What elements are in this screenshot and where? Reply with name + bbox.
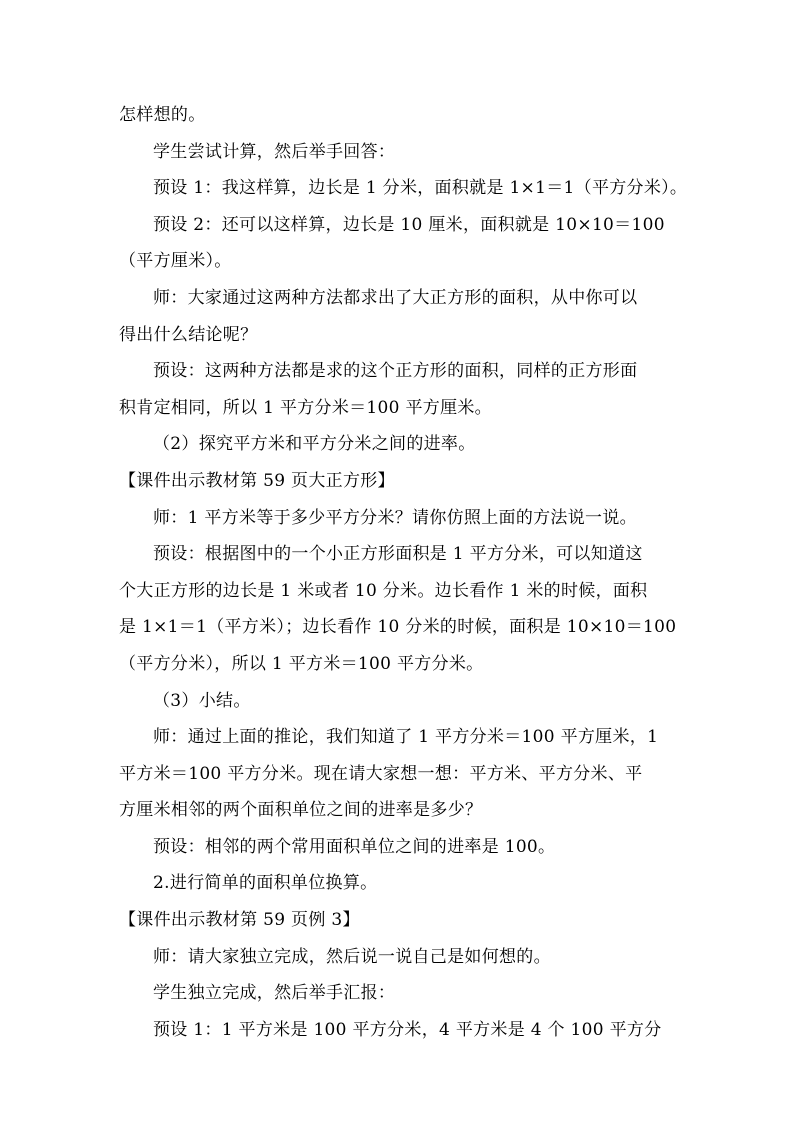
paragraph xyxy=(119,683,679,720)
text-line: 预设：相邻的两个常用面积单位之间的进率是 100。 xyxy=(153,836,556,857)
text-line: 师：通过上面的推论，我们知道了 1 平方分米＝100 平方厘米，1 xyxy=(153,727,659,748)
text-line: （2）探究平方米和平方分米之间的进率。 xyxy=(153,434,476,455)
paragraph xyxy=(119,865,679,902)
text-line: 学生独立完成，然后举手汇报： xyxy=(153,983,396,1004)
text-line: 2.进行简单的面积单位换算。 xyxy=(153,873,378,894)
paragraph xyxy=(119,500,679,537)
paragraph xyxy=(119,939,679,976)
paragraph xyxy=(119,134,679,171)
paragraph xyxy=(119,829,679,866)
text-line: 师：请大家独立完成，然后说一说自己是如何想的。 xyxy=(153,946,551,967)
text-line: 预设 1：1 平方米是 100 平方分米，4 平方米是 4 个 100 平方分 xyxy=(153,1019,662,1040)
paragraph xyxy=(119,975,679,1012)
paragraph xyxy=(119,97,679,134)
text-line: 预设 2：还可以这样算，边长是 10 厘米，面积就是 10×10＝100 xyxy=(153,214,665,235)
text-line: （平方分米），所以 1 平方米＝100 平方分米。 xyxy=(119,653,484,674)
paragraph xyxy=(119,280,679,353)
paragraph xyxy=(119,170,688,207)
paragraph xyxy=(119,207,679,280)
text-line: 是 1×1＝1（平方米）；边长看作 10 分米的时候，面积是 10×10＝100 xyxy=(119,617,677,638)
text-line: 怎样想的。 xyxy=(119,105,206,125)
text-line: 预设 1：我这样算，边长是 1 分米，面积就是 1×1＝1（平方分米）。 xyxy=(153,178,688,199)
text-line: 师：1 平方米等于多少平方分米？请你仿照上面的方法说一说。 xyxy=(153,507,637,528)
text-line: （平方厘米）。 xyxy=(119,251,232,272)
text-line: 得出什么结论呢？ xyxy=(119,324,258,345)
paragraph xyxy=(119,426,679,463)
text-line: 【课件出示教材第 59 页大正方形】 xyxy=(119,470,395,491)
paragraph xyxy=(119,902,679,939)
text-line: 平方米＝100 平方分米。现在请大家想一想：平方米、平方分米、平 xyxy=(119,763,643,784)
text-line: （3）小结。 xyxy=(153,690,251,711)
paragraph xyxy=(119,536,679,682)
text-line: 个大正方形的边长是 1 米或者 10 分米。边长看作 1 米的时候，面积 xyxy=(119,580,648,601)
text-line: 师：大家通过这两种方法都求出了大正方形的面积，从中你可以 xyxy=(153,287,638,308)
text-line: 方厘米相邻的两个面积单位之间的进率是多少？ xyxy=(119,800,483,821)
text-line: 预设：这两种方法都是求的这个正方形的面积，同样的正方形面 xyxy=(153,361,638,382)
paragraph xyxy=(119,463,679,500)
paragraph xyxy=(119,719,679,829)
text-line: 预设：根据图中的一个小正方形面积是 1 平方分米，可以知道这 xyxy=(153,544,643,565)
text-line: 学生尝试计算，然后举手回答： xyxy=(153,141,396,162)
document-body xyxy=(119,97,688,1048)
paragraph xyxy=(119,353,679,426)
text-line: 【课件出示教材第 59 页例 3】 xyxy=(119,910,360,931)
paragraph xyxy=(119,1012,679,1049)
text-line: 积肯定相同，所以 1 平方分米＝100 平方厘米。 xyxy=(119,397,492,418)
